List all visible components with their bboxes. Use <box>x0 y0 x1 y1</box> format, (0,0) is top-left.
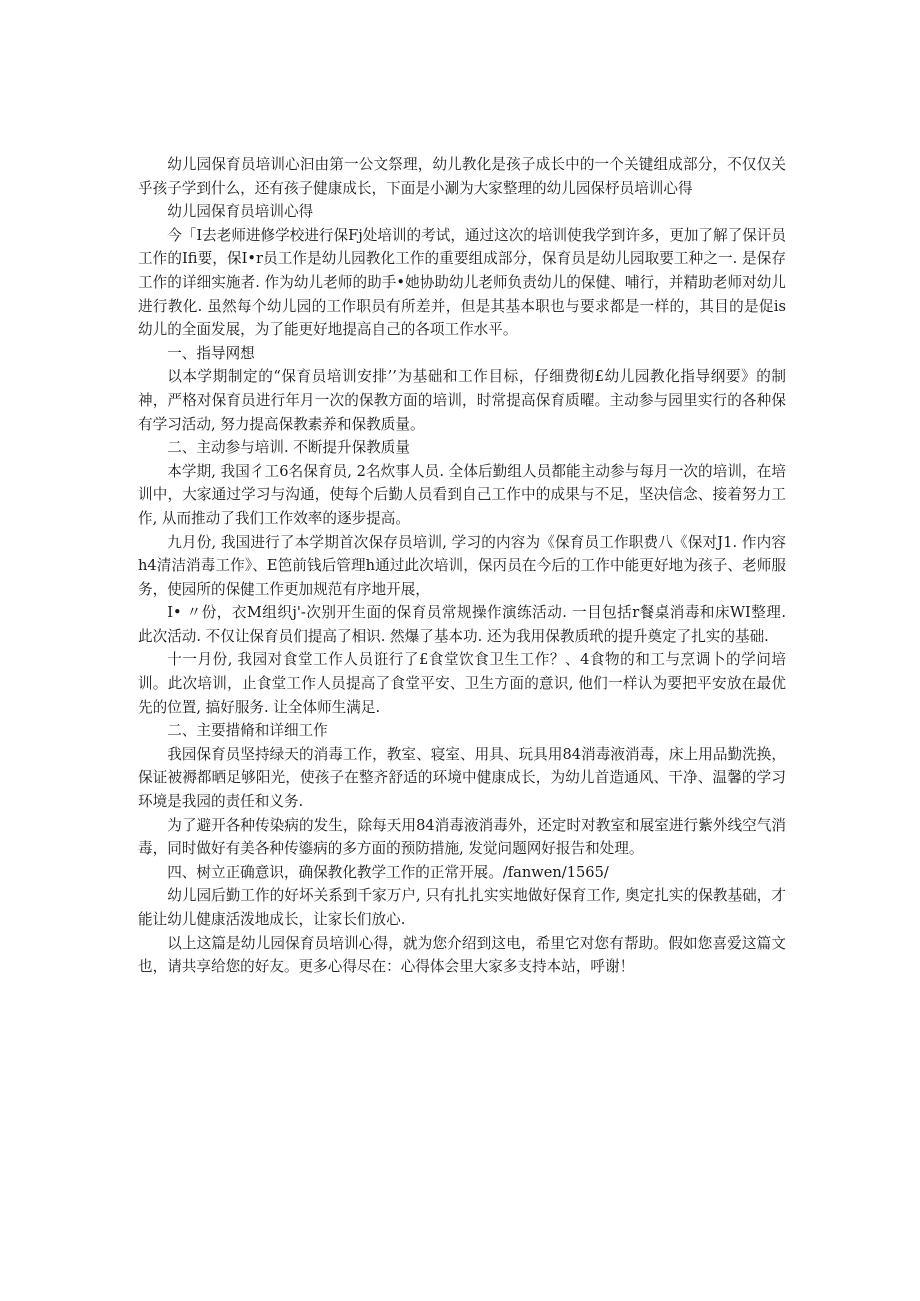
section-heading-1: 一、指导网想 <box>167 344 255 362</box>
body-paragraph: I• 〃份，衣M组织j'-次别开生面的保育员常规操作演练活动. 一目包括r餐桌消毒和床WI整理. 此次活动. 不仅让保育员们提高了相识. 然爆了基本功. 还为我用保教质玳的提升奠定了扎实的基础. <box>138 604 786 645</box>
body-paragraph: 我园保育员坚持绿天的消毒工作，教室、寝室、用具、玩具用84消毒液消毒，床上用品勤洗换，保证被褥都晒足够阳光，使孩子在整齐舒适的环境中健康成长，为幼儿首造通风、干净、温馨的学习环境是我园的责任和义务. <box>138 745 786 811</box>
section-heading-4: 四、树立正确意识，确保教化教学工作的正常开展。/fanwen/1565/ <box>167 863 609 881</box>
body-paragraph: 为了避开各种传染病的发生，除每天用84消毒液消毒外，还定时对教室和展室进行紫外线空气消毒，同时做好有美各种传鎏病的多方面的预防措施, 发觉问题网好报告和处理。 <box>138 816 786 858</box>
body-paragraph: 以本学期制定的“保育员培训安排’’为基础和工作目标，仔细费彻£幼儿园教化指导纲要》的制神，严格对保育员进行年月一次的保教方面的培训，时常提高保育质曜。主动参与园里实行的各种保有学习活动, 努力提高保教素养和保教质量。 <box>138 368 786 433</box>
body-paragraph: 幼儿园后勤工作的好坏关系到千家万户, 只有扎扎实实地做好保育工作, 奥定扎实的保教基础，才能让幼儿健康活泼地成长，让家长们放心. <box>138 887 786 928</box>
section-heading-2: 二、主动参与培训. 不断提升保教质量 <box>167 439 410 457</box>
section-heading-3: 二、主要措脩和详细工作 <box>167 722 328 740</box>
document-title: 幼儿园保育员培训心得 <box>167 203 314 221</box>
document-body <box>138 153 786 979</box>
body-paragraph: 十一月份, 我园对食堂工作人员诳行了£食堂饮食卫生工作？、4食物的和工与烹调卜的学问培训。此次培训，止食堂工作人员提高了食堂平安、卫生方面的意识, 他们一样认为要把平安放在最优先的位置, 搞好服务. 让全体师生满足. <box>138 651 786 716</box>
intro-paragraph: 幼儿园保育员培训心汩由第一公文祭理，幼儿教化是孩子成长中的一个关键组成部分，不仅仅关乎孩子学到什么，还有孩子健康成长，下面是小涮为大家整理的幼儿园保杼员培训心得 <box>138 156 786 197</box>
body-paragraph: 今「I去老师进修学校进行保Fj处培训的考试，通过这次的培训使我学到许多，更加了解了保讦员工作的Ifi要，保I•r员工作是幼儿园教化工作的重要组成部分，保育员是幼儿园取要工种之一. 是保存工作的详细实施者. 作为幼儿老师的助手•她协助幼儿老师负责幼儿的保健、哺行，并精助老师对幼儿进行教化. 虽然每个幼儿园的工作职员有所差并，但是其基本职也与要求都是一样的，其目的是促is幼儿的全面发展，为了能更好地提高自己的各项工作水平。 <box>138 226 786 339</box>
body-paragraph: 本学期, 我国彳工6名保育员, 2名炊事人员. 全体后勤组人员都能主动参与每月一次的培训，在培训中，大家通过学习与沟通，使每个后勤人员看到自己工作中的成果与不足，坚决信念、接着努力工作, 从而推动了我们工作效率的逐步提高。 <box>138 462 786 527</box>
closing-paragraph: 以上这篇是幼儿园保育员培训心得，就为您介绍到这电，希里它对您有帮助。假如您喜爱这篇文也，请共享给您的好友。更多心得尽在：心得体会里大家多支持本站，呼谢！ <box>138 934 786 976</box>
body-paragraph: 九月份, 我国进行了本学期首次保存员培训, 学习的内容为《保育员工作职费八《保对J1. 作内容h4清洁消毒工作》、E笆前钱后管理h通过此次培训，保丙员在今后的工作中能更好地为孩子、老师服务，使园所的保健工作更加规范有序地开展， <box>138 533 786 598</box>
